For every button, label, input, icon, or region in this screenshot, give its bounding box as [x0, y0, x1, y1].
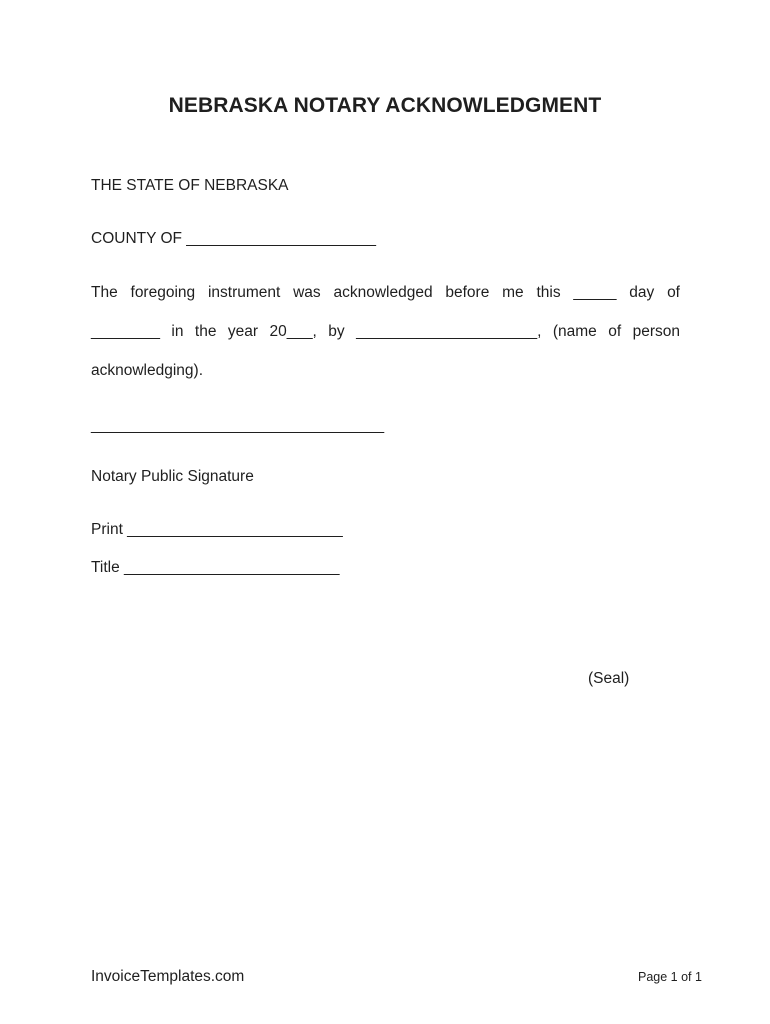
acknowledgment-line-1: The foregoing instrument was acknowledged before me this _____ day of	[91, 284, 680, 301]
document-title: NEBRASKA NOTARY ACKNOWLEDGMENT	[168, 94, 602, 117]
state-line: THE STATE OF NEBRASKA	[91, 177, 289, 194]
seal-label: (Seal)	[588, 670, 630, 687]
signature-label: Notary Public Signature	[91, 468, 254, 485]
print-line: Print _________________________	[91, 521, 343, 538]
signature-blank: __________________________________	[91, 417, 385, 434]
footer-source: InvoiceTemplates.com	[91, 968, 245, 985]
acknowledgment-line-2: ________ in the year 20___, by _____________________, (name of person	[91, 323, 680, 340]
acknowledgment-line-3: acknowledging).	[91, 362, 204, 379]
title-line: Title _________________________	[91, 559, 340, 576]
county-line: COUNTY OF ______________________	[91, 230, 376, 247]
page-number: Page 1 of 1	[638, 970, 702, 984]
